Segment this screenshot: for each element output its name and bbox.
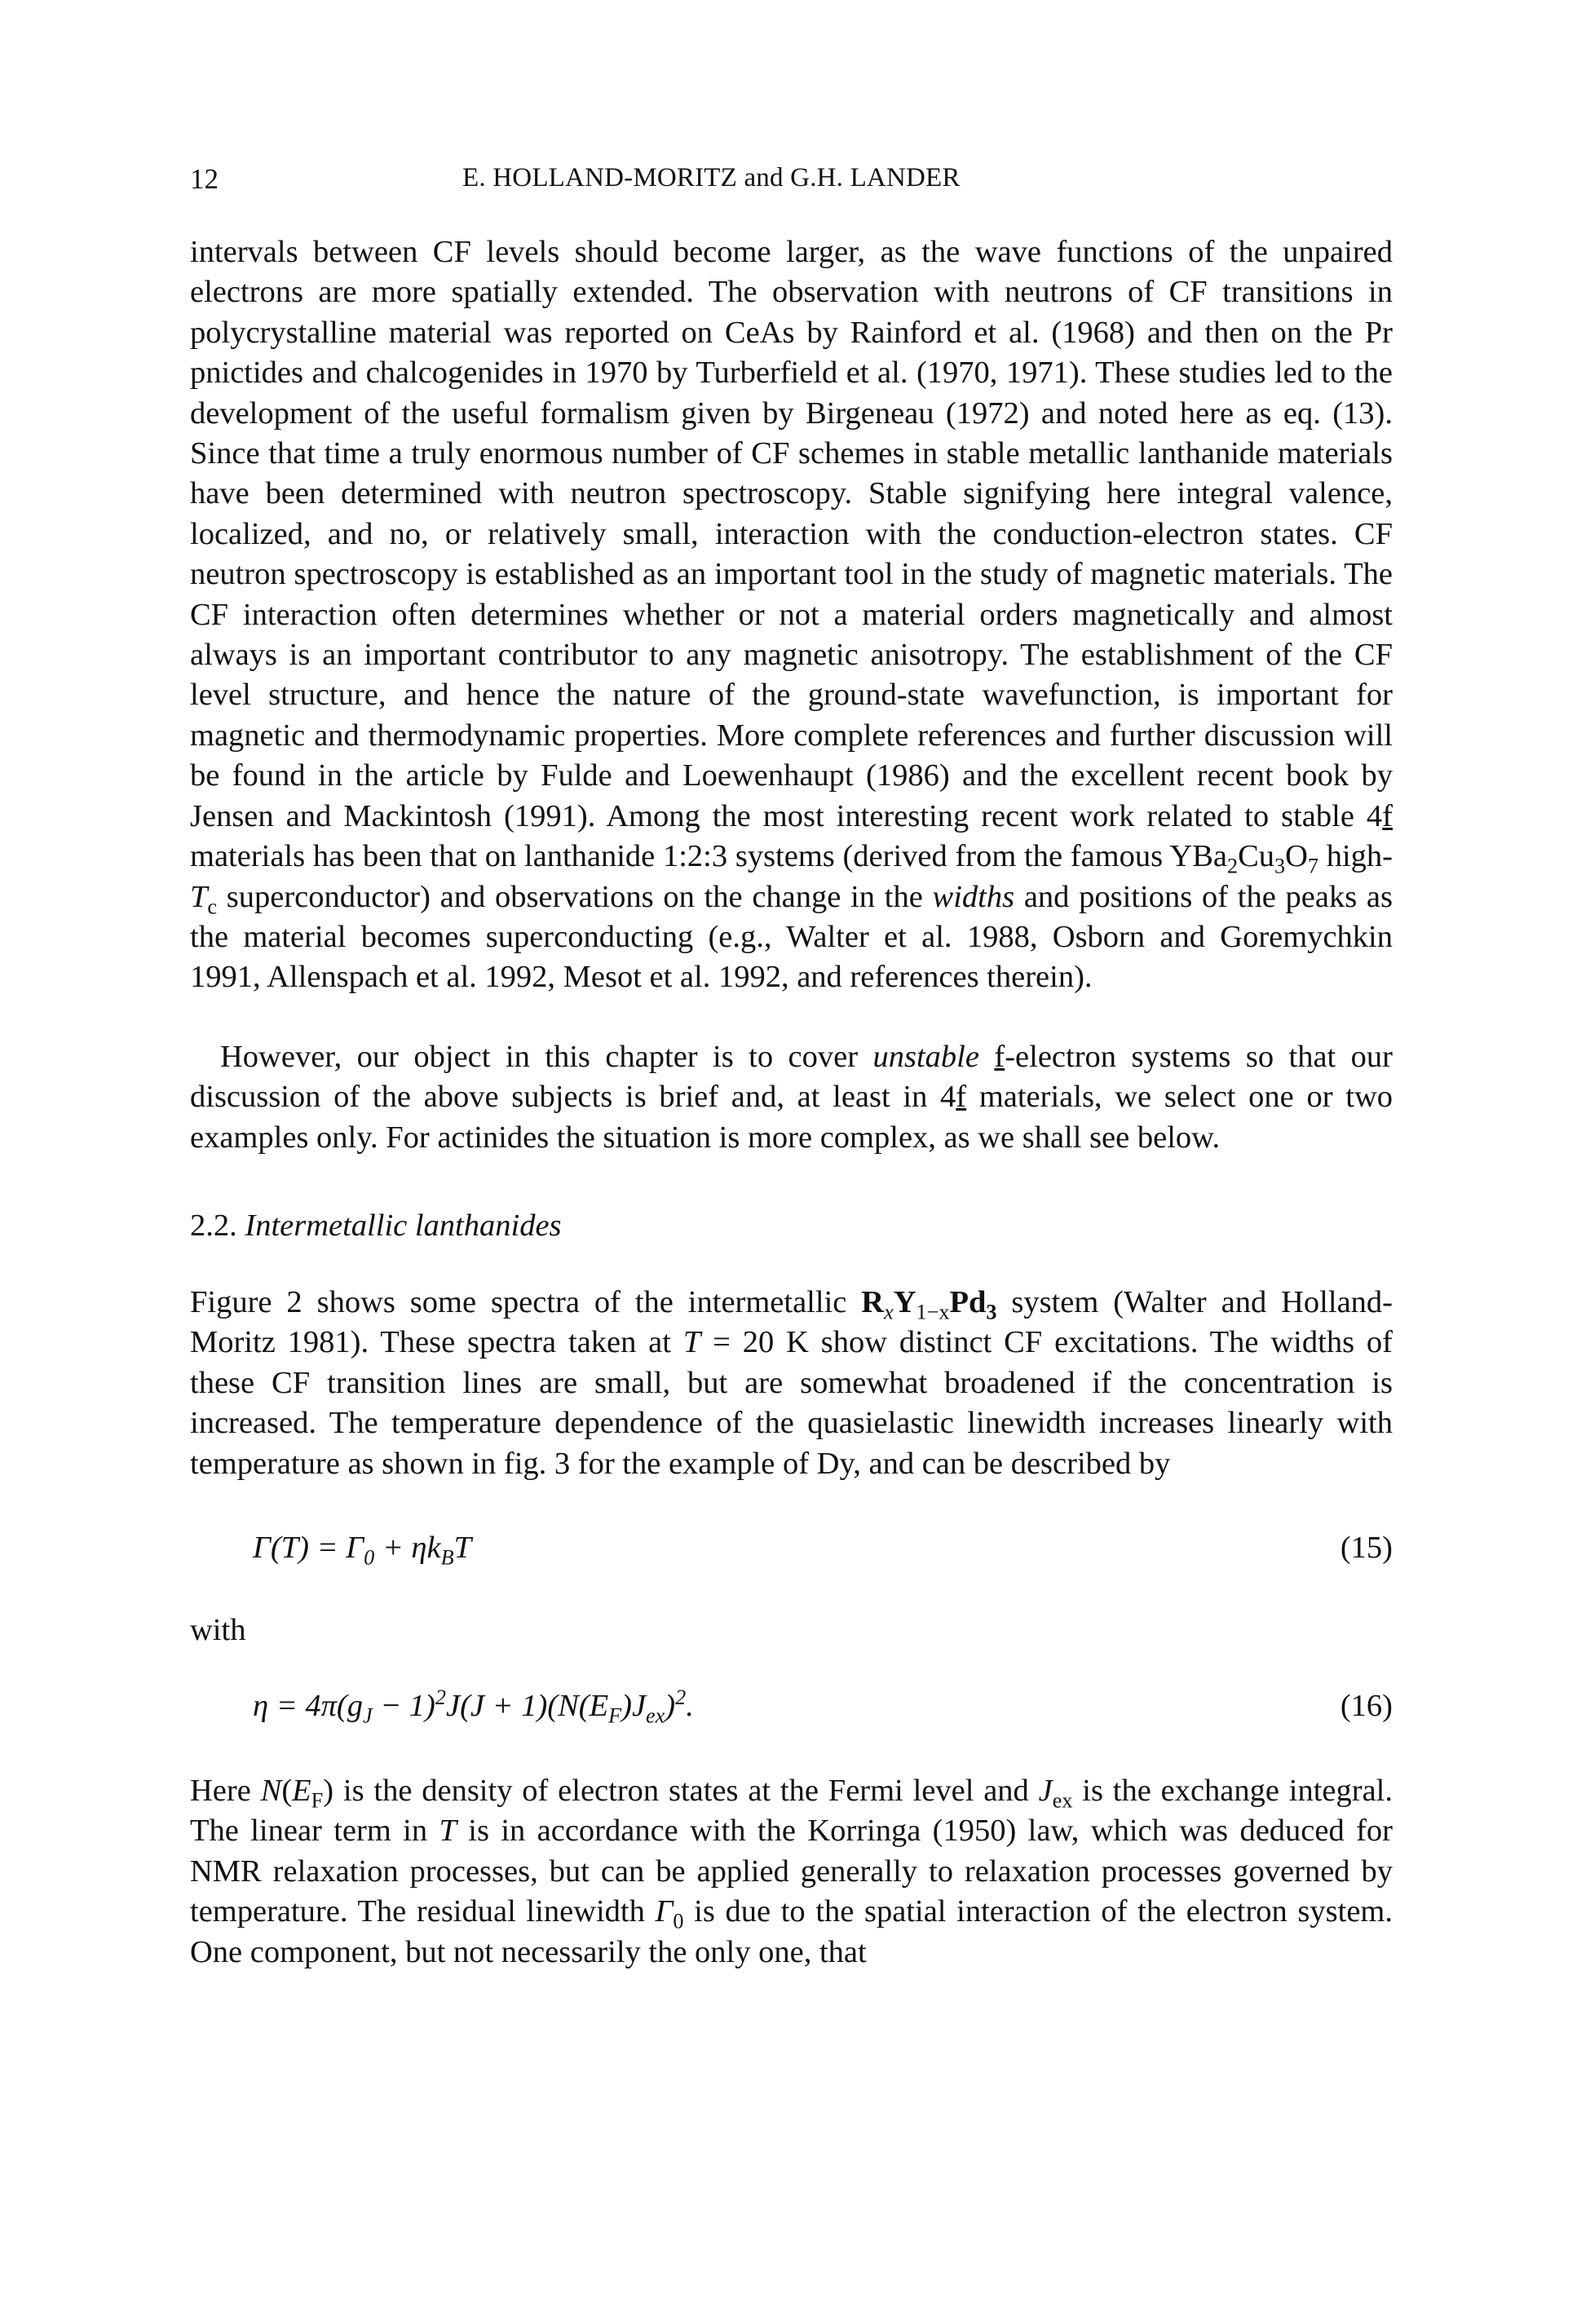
equation-16-expression: $\eta = 4\pi(g_J - 1)^2J(J + 1)(N(E_F)J_{ex})^2$. xyxy=(253,1686,694,1728)
paragraph-intermetallic: Figure 2 shows some spectra of the intermetallic $R_xY_{1-x}Pd_3$ system (Walter and Holland-Moritz 1981). These spectra taken at T = 20 K show distinct CF excitations. The widths of these CF transition lines are small, but are somewhat broadened if the concentration is increased. The temperature dependence of the quasielastic linewidth increases linearly with temperature as shown in fig. 3 for the example of Dy, and can be described by xyxy=(190,1285,1393,1481)
running-title: E. HOLLAND-MORITZ and G.H. LANDER xyxy=(462,163,961,192)
equation-15-expression: $\Gamma(T) = \Gamma_0 + \eta k_BT$ xyxy=(253,1531,472,1570)
section-heading xyxy=(190,1208,562,1244)
paragraph-unstable-systems: However, our object in this chapter is to cover unstable f-electron systems so that our discussion of the above subjects is brief and, at least in 4f materials, we select one or two examples only. For actinides the situation is more complex, as we shall see below. xyxy=(190,1040,1393,1155)
equation-15 xyxy=(190,1530,1393,1571)
equation-16-number: (16) xyxy=(1340,1689,1393,1723)
page-number: 12 xyxy=(190,163,219,195)
equation-15-number: (15) xyxy=(1340,1531,1393,1565)
paragraph-cf-levels: intervals between CF levels should become larger, as the wave functions of the unpaired electrons are more spatially extended. The observation with neutrons of CF transitions in polycrystalline material was reported on CeAs by Rainford et al. (1968) and then on the Pr pnictides and chalcogenides in 1970 by Turberfield et al. (1970, 1971). These studies led to the development of the useful formalism given by Birgeneau (1972) and noted here as eq. (13). Since that time a truly enormous number of CF schemes in stable metallic lanthanide materials have been determined with neutron spectroscopy. Stable signifying here integral valence, localized, and no, or relatively small, interaction with the conduction-electron states. CF neutron spectroscopy is established as an important tool in the study of magnetic materials. The CF interaction often determines whether or not a material orders magnetically and almost always is an important contributor to any magnetic anisotropy. The establishment of the CF level structure, and hence the nature of the ground-state wavefunction, is important for magnetic and thermodynamic properties. More complete references and further discussion will be found in the article by Fulde and Loewenhaupt (1986) and the excellent recent book by Jensen and Mackintosh (1991). Among the most interesting recent work related to stable 4f materials has been that on lanthanide 1:2:3 systems (derived from the famous $YBa_2Cu_3O_7$ high-$T_c$ superconductor) and observations on the change in the widths and positions of the peaks as the material becomes superconducting (e.g., Walter et al. 1988, Osborn and Goremychkin 1991, Allenspach et al. 1992, Mesot et al. 1992, and references therein). xyxy=(190,235,1393,995)
running-head xyxy=(0,163,1590,204)
section-number: 2.2. xyxy=(190,1208,237,1243)
section-title: Intermetallic lanthanides xyxy=(245,1208,562,1243)
with-label: with xyxy=(190,1613,246,1647)
paragraph-fermi-level: Here $N(E_F)$ is the density of electron states at the Fermi level and $J_{ex}$ is the exchange integral. The linear term in T is in accordance with the Korringa (1950) law, which was deduced for NMR relaxation processes, but can be applied generally to relaxation processes governed by temperature. The residual linewidth $\Gamma_0$ is due to the spatial interaction of the electron system. One component, but not necessarily the only one, that xyxy=(190,1774,1393,1969)
equation-16 xyxy=(190,1688,1393,1729)
